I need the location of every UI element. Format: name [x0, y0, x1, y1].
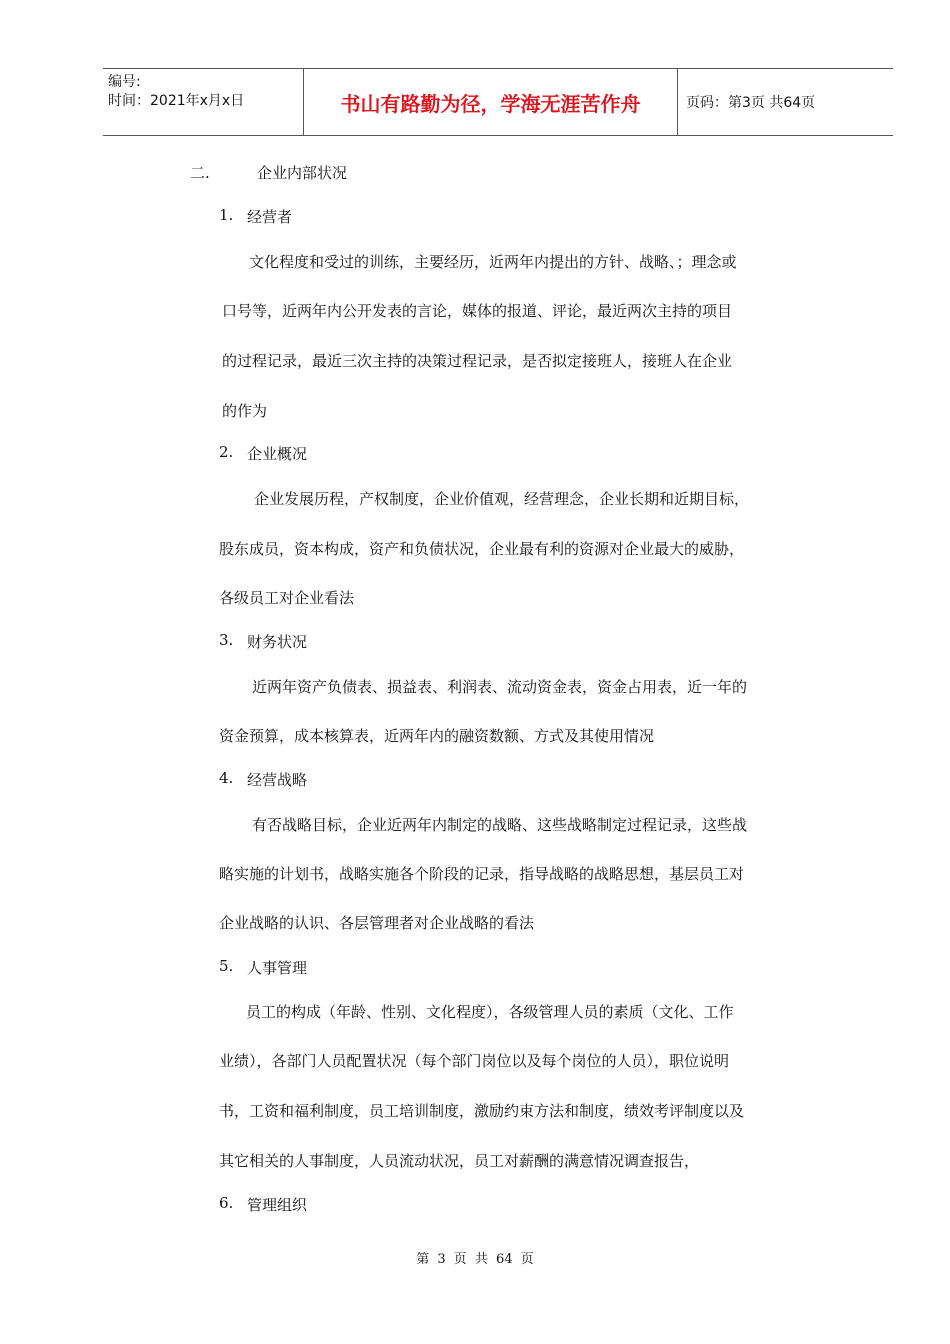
- footer-page-number: 第 3 页 共 64 页: [416, 1252, 534, 1267]
- item-number: 2.: [219, 443, 234, 461]
- paragraph-line: 股东成员，资本构成，资产和负债状况，企业最有利的资源对企业最大的威胁，: [219, 540, 745, 558]
- paragraph-line: 企业发展历程，产权制度，企业价值观，经营理念，企业长期和近期目标，: [254, 490, 750, 508]
- paragraph-line: 员工的构成（年龄、性别、文化程度），各级管理人员的素质（文化、工作: [246, 1003, 734, 1021]
- paragraph-line: 资金预算，成本核算表，近两年内的融资数额、方式及其使用情况: [219, 727, 655, 745]
- page-header: [103, 68, 893, 136]
- item-title: 财务状况: [247, 633, 308, 651]
- paragraph-line: 的过程记录，最近三次主持的决策过程记录，是否拟定接班人，接班人在企业: [222, 352, 733, 370]
- item-number: 3.: [219, 631, 234, 649]
- header-motto: 书山有路勤为径，学海无涯苦作舟: [340, 91, 641, 116]
- header-meta: [103, 69, 303, 135]
- item-title: 企业概况: [247, 445, 308, 463]
- paragraph-line: 有否战略目标，企业近两年内制定的战略、这些战略制定过程记录，这些战: [252, 816, 748, 834]
- item-title: 人事管理: [247, 959, 308, 977]
- paragraph-line: 业绩），各部门人员配置状况（每个部门岗位以及每个岗位的人员），职位说明: [219, 1052, 730, 1070]
- header-page-label: 页码：第3页 共64页: [686, 95, 816, 111]
- item-number: 4.: [219, 769, 234, 787]
- paragraph-line: 的作为: [222, 402, 268, 420]
- item-number: 1.: [219, 206, 234, 224]
- paragraph-line: 近两年资产负债表、损益表、利润表、流动资金表，资金占用表，近一年的: [252, 678, 748, 696]
- paragraph-line: 口号等，近两年内公开发表的言论，媒体的报道、评论，最近两次主持的项目: [222, 302, 733, 320]
- header-number-label: 编号:: [108, 74, 141, 90]
- header-motto-cell: [303, 69, 678, 135]
- item-number: 6.: [219, 1194, 234, 1212]
- header-time-label: 时间：2021年x月x日: [108, 93, 245, 109]
- page-footer: [0, 1248, 950, 1267]
- header-page-cell: [678, 69, 893, 135]
- paragraph-line: 书，工资和福利制度，员工培训制度，激励约束方法和制度，绩效考评制度以及: [219, 1102, 745, 1120]
- item-title: 经营战略: [247, 771, 308, 789]
- paragraph-line: 其它相关的人事制度，人员流动状况，员工对薪酬的满意情况调查报告，: [219, 1152, 700, 1170]
- item-number: 5.: [219, 957, 234, 975]
- paragraph-line: 企业战略的认识、各层管理者对企业战略的看法: [219, 914, 535, 932]
- paragraph-line: 文化程度和受过的训练，主要经历，近两年内提出的方针、战略、；理念或: [249, 253, 737, 271]
- item-title: 经营者: [247, 208, 293, 226]
- section-number: 二.: [190, 164, 210, 182]
- paragraph-line: 略实施的计划书，战略实施各个阶段的记录，指导战略的战略思想，基层员工对: [219, 865, 745, 883]
- paragraph-line: 各级员工对企业看法: [219, 589, 355, 607]
- section-title: 企业内部状况: [257, 164, 348, 182]
- item-title: 管理组织: [247, 1196, 308, 1214]
